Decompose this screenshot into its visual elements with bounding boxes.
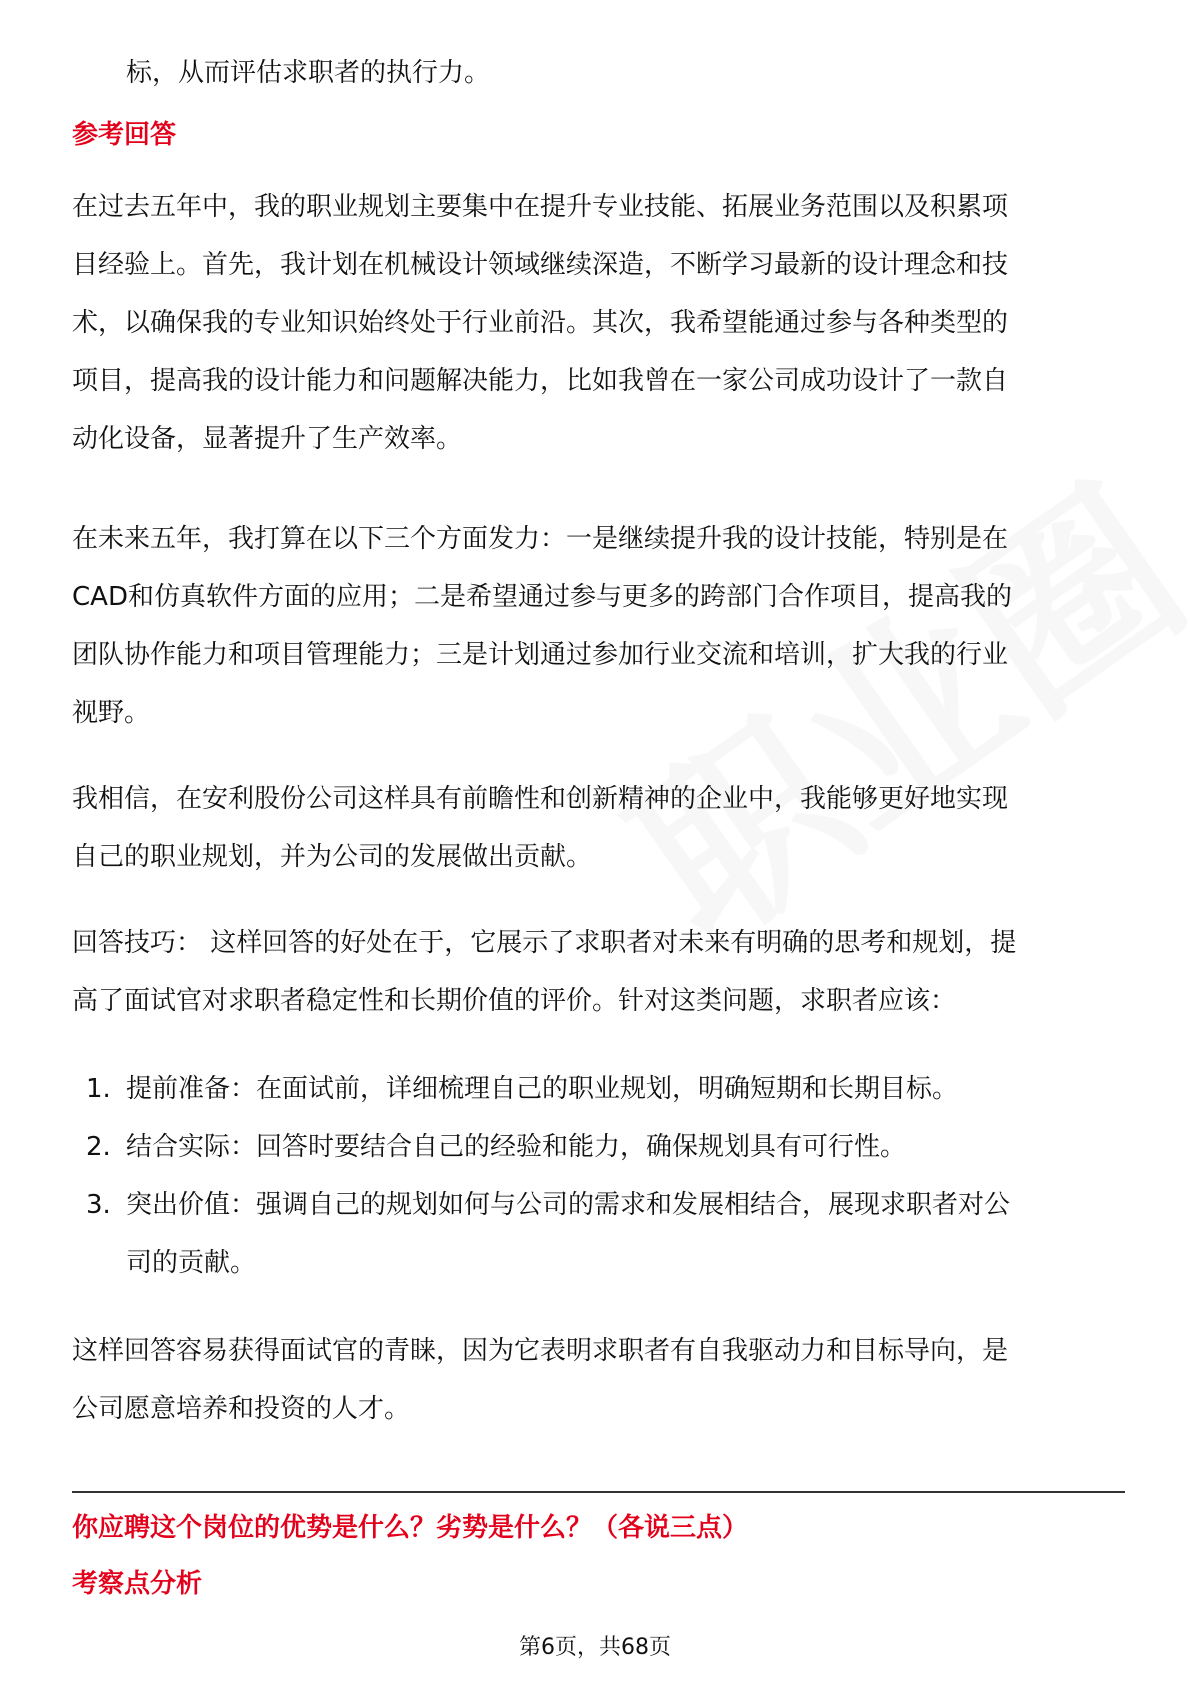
reference-answer-heading: 参考回答 (72, 120, 177, 150)
answer-p2-line: 团队协作能力和项目管理能力；三是计划通过参加行业交流和培训，扩大我的行业 (72, 640, 1009, 670)
intro-tail-text: 标，从而评估求职者的执行力。 (126, 58, 491, 88)
tips-list-item-1 (72, 1060, 958, 1118)
next-question-heading: 你应聘这个岗位的优势是什么？劣势是什么？（各说三点） (72, 1513, 749, 1543)
answer-p2-line: 视野。 (72, 698, 151, 728)
page-footer: 第6页，共68页 (519, 1635, 671, 1660)
tips-line: 高了面试官对求职者稳定性和长期价值的评价。针对这类问题，求职者应该： (72, 986, 957, 1016)
closing-line: 这样回答容易获得面试官的青睐，因为它表明求职者有自我驱动力和目标导向，是 (72, 1336, 1009, 1366)
answer-paragraph-1 (72, 178, 1008, 468)
analysis-heading: 考察点分析 (72, 1569, 203, 1599)
section-divider (72, 1491, 1125, 1493)
list-item-text: 结合实际：回答时要结合自己的经验和能力，确保规划具有可行性。 (126, 1132, 907, 1162)
tips-list-item-3 (72, 1176, 1010, 1234)
answer-p1-line: 项目，提高我的设计能力和问题解决能力，比如我曾在一家公司成功设计了一款自 (72, 366, 1009, 396)
tips-list-item-3-continuation (72, 1234, 256, 1292)
list-item-text: 突出价值：强调自己的规划如何与公司的需求和发展相结合，展现求职者对公 (126, 1190, 1011, 1220)
answer-p1-line: 术，以确保我的专业知识始终处于行业前沿。其次，我希望能通过参与各种类型的 (72, 308, 1009, 338)
tips-list-item-2 (72, 1118, 906, 1176)
closing-paragraph (72, 1322, 1008, 1438)
list-item-text: 提前准备：在面试前，详细梳理自己的职业规划，明确短期和长期目标。 (126, 1074, 959, 1104)
list-item-text: 司的贡献。 (126, 1248, 257, 1278)
tips-line: 回答技巧： 这样回答的好处在于，它展示了求职者对未来有明确的思考和规划，提 (72, 928, 1017, 958)
answer-paragraph-3 (72, 770, 1008, 886)
list-number: 1. (86, 1074, 111, 1104)
answer-p2-line: CAD和仿真软件方面的应用；二是希望通过参与更多的跨部门合作项目，提高我的 (72, 582, 1012, 612)
answer-paragraph-2 (72, 510, 1012, 742)
tips-paragraph (72, 914, 1016, 1030)
answer-p3-line: 自己的职业规划，并为公司的发展做出贡献。 (72, 842, 593, 872)
answer-p1-line: 动化设备，显著提升了生产效率。 (72, 424, 463, 454)
closing-line: 公司愿意培养和投资的人才。 (72, 1394, 411, 1424)
answer-p1-line: 在过去五年中，我的职业规划主要集中在提升专业技能、拓展业务范围以及积累项 (72, 192, 1009, 222)
list-number: 2. (86, 1132, 111, 1162)
answer-p2-line: 在未来五年，我打算在以下三个方面发力：一是继续提升我的设计技能，特别是在 (72, 524, 1009, 554)
list-number: 3. (86, 1190, 111, 1220)
answer-p3-line: 我相信，在安利股份公司这样具有前瞻性和创新精神的企业中，我能够更好地实现 (72, 784, 1009, 814)
answer-p1-line: 目经验上。首先，我计划在机械设计领域继续深造，不断学习最新的设计理念和技 (72, 250, 1009, 280)
